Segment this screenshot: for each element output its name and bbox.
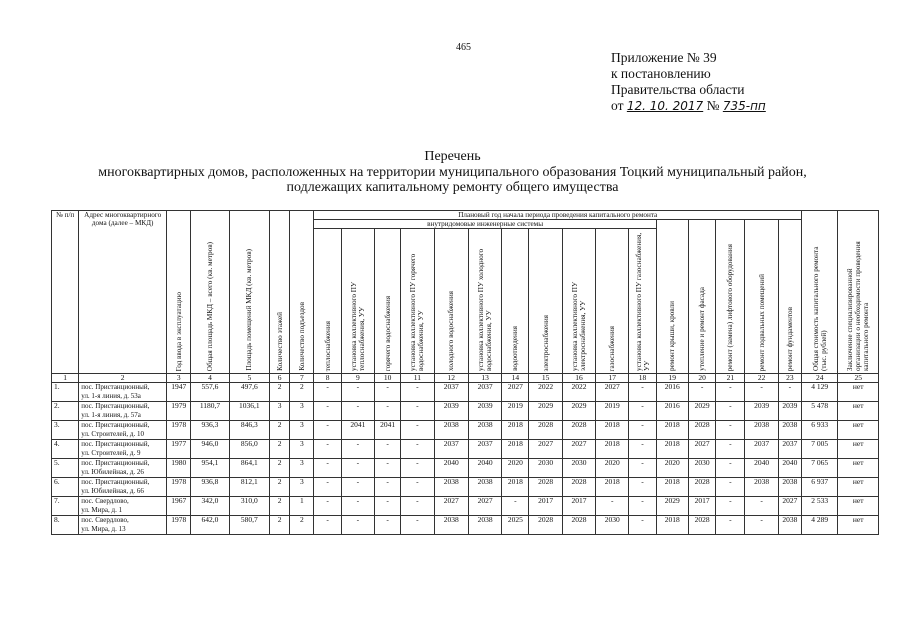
table-cell: - (688, 383, 715, 402)
table-cell: 2018 (596, 478, 629, 497)
table-cell: 2028 (529, 421, 562, 440)
table-cell: 2029 (529, 402, 562, 421)
table-cell: - (401, 478, 434, 497)
header-internal-systems: внутридомовые инженерные системы (314, 220, 656, 229)
table-cell: 2016 (656, 383, 688, 402)
column-number: 8 (314, 374, 341, 383)
table-cell: 2 (290, 516, 314, 535)
address-line2: ул. Мира, д. 1 (81, 505, 123, 514)
table-cell: - (716, 440, 745, 459)
table-cell: 2022 (562, 383, 595, 402)
column-number: 15 (529, 374, 562, 383)
table-cell: 2037 (778, 440, 801, 459)
header-sys: установка коллективного ПУ газоснабжения, УУ (629, 229, 656, 374)
table-row (52, 516, 879, 535)
appendix-line3: Правительства области (611, 82, 745, 97)
table-cell: нет (838, 383, 879, 402)
table-cell: нет (838, 421, 879, 440)
header-sys: установка коллективного ПУ холодного водоснабжения, УУ (468, 229, 501, 374)
table-cell: 2020 (596, 459, 629, 478)
address-line2: ул. Юбилейная, д. 66 (81, 486, 144, 495)
column-number: 12 (434, 374, 468, 383)
address-line1: пос. Пристанционный, (81, 383, 150, 391)
table-cell: - (745, 497, 778, 516)
address-line2: ул. Строителей, д. 10 (81, 429, 144, 438)
column-number: 24 (802, 374, 838, 383)
header-sys: газоснабжения (596, 229, 629, 374)
row-address (79, 459, 167, 478)
column-number: 16 (562, 374, 595, 383)
table-cell: - (341, 402, 374, 421)
table-body (52, 374, 879, 535)
table-cell: - (716, 516, 745, 535)
header-basement: ремонт подвальных помещений (745, 220, 778, 374)
column-number: 11 (401, 374, 434, 383)
row-number: 1. (52, 383, 79, 402)
document-title (0, 149, 905, 196)
table-cell: 3 (290, 478, 314, 497)
number-value: 735-пп (722, 99, 766, 113)
row-address (79, 402, 167, 421)
table-cell: 2028 (688, 421, 715, 440)
table-cell: 1980 (167, 459, 191, 478)
table-cell: - (629, 402, 656, 421)
header-plan: Плановый год начала периода проведения капитального ремонта (314, 211, 802, 220)
table-cell: 2038 (778, 516, 801, 535)
table-cell: 2040 (745, 459, 778, 478)
table-cell: - (778, 383, 801, 402)
row-number: 2. (52, 402, 79, 421)
row-number: 5. (52, 459, 79, 478)
table-cell: 5 478 (802, 402, 838, 421)
header-roof: ремонт крыши, кровли (656, 220, 688, 374)
table-cell: 2038 (778, 478, 801, 497)
table-cell: 2028 (688, 516, 715, 535)
table-cell: 2039 (434, 402, 468, 421)
table-cell: 2028 (562, 516, 595, 535)
table-cell: нет (838, 478, 879, 497)
table-cell: - (596, 497, 629, 516)
table-cell: 1979 (167, 402, 191, 421)
column-number: 1 (52, 374, 79, 383)
address-line1: пос. Свердлово, (81, 516, 129, 524)
column-number: 23 (778, 374, 801, 383)
table-cell: нет (838, 497, 879, 516)
header-premises-area: Площадь помещений МКД (кв. метров) (229, 211, 269, 374)
header-sys: установка коллективного ПУ электроснабжения, УУ (562, 229, 595, 374)
header-lift: ремонт (замена) лифтового оборудования (716, 220, 745, 374)
date-prefix: от (611, 98, 624, 113)
table-cell: 2 (290, 383, 314, 402)
row-number: 4. (52, 440, 79, 459)
column-number: 21 (716, 374, 745, 383)
table-cell: 2027 (468, 497, 501, 516)
table-cell: 2018 (502, 440, 529, 459)
table-row (52, 459, 879, 478)
header-year: Год ввода в эксплуатацию (167, 211, 191, 374)
table-cell: - (341, 478, 374, 497)
table-cell: нет (838, 440, 879, 459)
appendix-line2: к постановлению (611, 66, 711, 81)
table-cell: - (629, 497, 656, 516)
header-num: № п/п (52, 211, 79, 374)
table-cell: 2030 (529, 459, 562, 478)
table-cell: - (401, 440, 434, 459)
column-number: 9 (341, 374, 374, 383)
table-row (52, 421, 879, 440)
table-cell: - (716, 383, 745, 402)
table-cell: 1947 (167, 383, 191, 402)
table-cell: 2018 (596, 421, 629, 440)
table-cell: 2 (270, 478, 290, 497)
row-address (79, 497, 167, 516)
row-number: 6. (52, 478, 79, 497)
row-address (79, 478, 167, 497)
table-cell: 2016 (656, 402, 688, 421)
table-cell: 1036,1 (229, 402, 269, 421)
table-cell: - (314, 478, 341, 497)
table-cell: 2038 (778, 421, 801, 440)
table-cell: - (629, 440, 656, 459)
header-conclusion: Заключение специализированной организации о необходимости проведения капитального ремонта (838, 211, 879, 374)
table-cell: 812,1 (229, 478, 269, 497)
table-cell: 2027 (562, 440, 595, 459)
table-cell: 4 289 (802, 516, 838, 535)
address-line2: ул. Строителей, д. 9 (81, 448, 141, 457)
title-line1: Перечень (424, 149, 481, 164)
table-cell: 2 (270, 459, 290, 478)
table-cell: - (716, 459, 745, 478)
table-cell: 2038 (745, 478, 778, 497)
table-cell: 2027 (778, 497, 801, 516)
table-cell: - (716, 402, 745, 421)
table-cell: - (314, 402, 341, 421)
table-cell: 6 933 (802, 421, 838, 440)
address-line2: ул. 1-я линия, д. 57а (81, 410, 141, 419)
table-cell: - (716, 497, 745, 516)
address-line1: пос. Пристанционный, (81, 478, 150, 486)
table-cell: 2038 (468, 478, 501, 497)
table-cell: - (401, 421, 434, 440)
row-number: 3. (52, 421, 79, 440)
table-cell: 342,0 (191, 497, 229, 516)
table-cell: - (745, 516, 778, 535)
table-cell: 2041 (341, 421, 374, 440)
table-cell: 2 (270, 383, 290, 402)
table-cell: - (629, 478, 656, 497)
table-cell: 2018 (656, 440, 688, 459)
table-cell: 2030 (596, 516, 629, 535)
header-facade: утепление и ремонт фасада (688, 220, 715, 374)
table-row (52, 402, 879, 421)
table-cell: 2017 (529, 497, 562, 516)
table-cell: 2037 (468, 440, 501, 459)
address-line2: ул. Юбилейная, д. 26 (81, 467, 144, 476)
table-cell: - (401, 383, 434, 402)
table-cell: - (341, 459, 374, 478)
table-cell: 2018 (656, 516, 688, 535)
table-cell: 2020 (656, 459, 688, 478)
table-cell: - (314, 421, 341, 440)
table-cell: - (629, 459, 656, 478)
table-cell: - (716, 421, 745, 440)
repair-table (51, 210, 879, 535)
table-cell: - (375, 478, 401, 497)
table-cell: 2018 (502, 478, 529, 497)
address-line1: пос. Свердлово, (81, 497, 129, 505)
table-cell: 2040 (778, 459, 801, 478)
row-number: 8. (52, 516, 79, 535)
appendix-date-line (611, 98, 766, 114)
table-cell: 1977 (167, 440, 191, 459)
column-number: 10 (375, 374, 401, 383)
table-cell: 2028 (688, 478, 715, 497)
table-cell: - (745, 383, 778, 402)
address-line2: ул. Мира, д. 13 (81, 524, 126, 533)
column-number: 25 (838, 374, 879, 383)
table-cell: 7 005 (802, 440, 838, 459)
table-cell: 936,3 (191, 421, 229, 440)
table-cell: 954,1 (191, 459, 229, 478)
address-line1: пос. Пристанционный, (81, 421, 150, 429)
appendix-block (611, 50, 766, 114)
table-cell: 4 129 (802, 383, 838, 402)
table-cell: - (341, 516, 374, 535)
column-number: 13 (468, 374, 501, 383)
table-cell: 2019 (502, 402, 529, 421)
row-address (79, 421, 167, 440)
table-cell: 2027 (688, 440, 715, 459)
table-cell: 2038 (468, 516, 501, 535)
table-cell: - (401, 516, 434, 535)
row-address (79, 440, 167, 459)
table-cell: - (375, 459, 401, 478)
row-number: 7. (52, 497, 79, 516)
table-cell: 2018 (656, 478, 688, 497)
header-floors: Количество этажей (270, 211, 290, 374)
table-cell: 2037 (468, 383, 501, 402)
title-line3: подлежащих капитальному ремонту общего имущества (286, 180, 619, 195)
table-cell: нет (838, 402, 879, 421)
title-line2: многоквартирных домов, расположенных на территории муниципального образования Тоцкий муниципальный район, (98, 164, 807, 180)
table-cell: 2038 (434, 516, 468, 535)
table-cell: 2040 (434, 459, 468, 478)
table-cell: 2020 (502, 459, 529, 478)
table-cell: 946,0 (191, 440, 229, 459)
table-cell: 2018 (502, 421, 529, 440)
table-cell: - (401, 402, 434, 421)
table-cell: - (716, 478, 745, 497)
table-cell: нет (838, 516, 879, 535)
table-cell: 2027 (529, 440, 562, 459)
table-cell: 2041 (375, 421, 401, 440)
table-cell: 2037 (745, 440, 778, 459)
column-number: 2 (79, 374, 167, 383)
table-cell: 2027 (502, 383, 529, 402)
table-cell: 2029 (656, 497, 688, 516)
header-sys: электроснабжения (529, 229, 562, 374)
table-cell: 2 (270, 497, 290, 516)
table-cell: - (375, 497, 401, 516)
date-value: 12. 10. 2017 (626, 99, 704, 113)
table-cell: 3 (290, 459, 314, 478)
table-cell: - (375, 383, 401, 402)
table-cell: 3 (290, 440, 314, 459)
table-cell: 1967 (167, 497, 191, 516)
table-cell: 864,1 (229, 459, 269, 478)
table-cell: - (375, 516, 401, 535)
table-cell: 2018 (596, 440, 629, 459)
table-cell: 2028 (529, 478, 562, 497)
table-cell: - (314, 497, 341, 516)
header-foundation: ремонт фундаментов (778, 220, 801, 374)
table-cell: 1180,7 (191, 402, 229, 421)
header-sys: установка коллективного ПУ горячего водоснабжения, УУ (401, 229, 434, 374)
column-number: 17 (596, 374, 629, 383)
table-cell: 2017 (688, 497, 715, 516)
header-sys: водоотведения (502, 229, 529, 374)
table-cell: 2029 (688, 402, 715, 421)
table-row (52, 383, 879, 402)
table-cell: - (401, 459, 434, 478)
header-sys: установка коллективного ПУ теплоснабжения, УУ (341, 229, 374, 374)
column-number: 3 (167, 374, 191, 383)
table-cell: 2038 (434, 478, 468, 497)
column-number: 5 (229, 374, 269, 383)
table-cell: 2039 (745, 402, 778, 421)
table-cell: 2027 (434, 497, 468, 516)
appendix-line1: Приложение № 39 (611, 50, 717, 65)
table-cell: 2 (270, 516, 290, 535)
table-row (52, 440, 879, 459)
table-cell: 2030 (688, 459, 715, 478)
table-cell: - (375, 440, 401, 459)
table-cell: - (314, 516, 341, 535)
table-cell: нет (838, 459, 879, 478)
header-address: Адрес многоквартирного дома (далее – МКД) (79, 211, 167, 374)
table-cell: 2040 (468, 459, 501, 478)
address-line2: ул. 1-я линия, д. 53а (81, 391, 141, 400)
table-cell: 2037 (434, 383, 468, 402)
table-cell: 1978 (167, 478, 191, 497)
header-sys: теплоснабжения (314, 229, 341, 374)
header-sys: холодного водоснабжения (434, 229, 468, 374)
table-cell: - (502, 497, 529, 516)
table-cell: 2019 (596, 402, 629, 421)
header-entrances: Количество подъездов (290, 211, 314, 374)
table-cell: 2018 (656, 421, 688, 440)
column-number: 19 (656, 374, 688, 383)
table-cell: 3 (290, 421, 314, 440)
header-cost: Общая стоимость капитального ремонта (тыс. рублей) (802, 211, 838, 374)
table-cell: 1978 (167, 421, 191, 440)
column-number: 20 (688, 374, 715, 383)
table-cell: - (314, 383, 341, 402)
column-number: 18 (629, 374, 656, 383)
table-cell: 2027 (596, 383, 629, 402)
table-cell: 2028 (529, 516, 562, 535)
table-cell: 2017 (562, 497, 595, 516)
row-address (79, 383, 167, 402)
column-number: 6 (270, 374, 290, 383)
table-row (52, 497, 879, 516)
table-cell: 936,8 (191, 478, 229, 497)
table-cell: 2030 (562, 459, 595, 478)
table-cell: 642,0 (191, 516, 229, 535)
table-cell: 2039 (778, 402, 801, 421)
table-cell: 2028 (562, 421, 595, 440)
table-cell: 7 065 (802, 459, 838, 478)
address-line1: пос. Пристанционный, (81, 459, 150, 467)
table-cell: 2 (270, 440, 290, 459)
table-cell: 2 (270, 421, 290, 440)
table-cell: 310,0 (229, 497, 269, 516)
column-number: 4 (191, 374, 229, 383)
table-cell: 1978 (167, 516, 191, 535)
table-row (52, 478, 879, 497)
table-cell: 2029 (562, 402, 595, 421)
table-cell: 2 533 (802, 497, 838, 516)
table-cell: - (375, 402, 401, 421)
table-cell: 856,0 (229, 440, 269, 459)
table-cell: 2022 (529, 383, 562, 402)
column-numbers-row (52, 374, 879, 383)
table-cell: - (314, 459, 341, 478)
table-cell: 2038 (434, 421, 468, 440)
table-cell: 2038 (745, 421, 778, 440)
address-line1: пос. Пристанционный, (81, 402, 150, 410)
table-cell: 3 (270, 402, 290, 421)
table-cell: 3 (290, 402, 314, 421)
table-cell: - (629, 421, 656, 440)
table-cell: 2037 (434, 440, 468, 459)
number-prefix: № (706, 98, 720, 113)
table-cell: 2039 (468, 402, 501, 421)
column-number: 7 (290, 374, 314, 383)
table-cell: 846,3 (229, 421, 269, 440)
table-cell: - (314, 440, 341, 459)
table-cell: - (629, 383, 656, 402)
table-cell: 6 937 (802, 478, 838, 497)
table-cell: 497,6 (229, 383, 269, 402)
table-cell: - (401, 497, 434, 516)
header-sys: горячего водоснабжения (375, 229, 401, 374)
table-cell: 580,7 (229, 516, 269, 535)
header-total-area: Общая площадь МКД – всего (кв. метров) (191, 211, 229, 374)
table-cell: - (341, 383, 374, 402)
column-number: 22 (745, 374, 778, 383)
table-cell: - (341, 440, 374, 459)
table-cell: - (629, 516, 656, 535)
column-number: 14 (502, 374, 529, 383)
table-cell: 1 (290, 497, 314, 516)
table-cell: 2028 (562, 478, 595, 497)
table-cell: 2038 (468, 421, 501, 440)
row-address (79, 516, 167, 535)
table-cell: 2025 (502, 516, 529, 535)
address-line1: пос. Пристанционный, (81, 440, 150, 448)
table-cell: - (341, 497, 374, 516)
page-number: 465 (456, 42, 471, 53)
table-cell: 557,6 (191, 383, 229, 402)
